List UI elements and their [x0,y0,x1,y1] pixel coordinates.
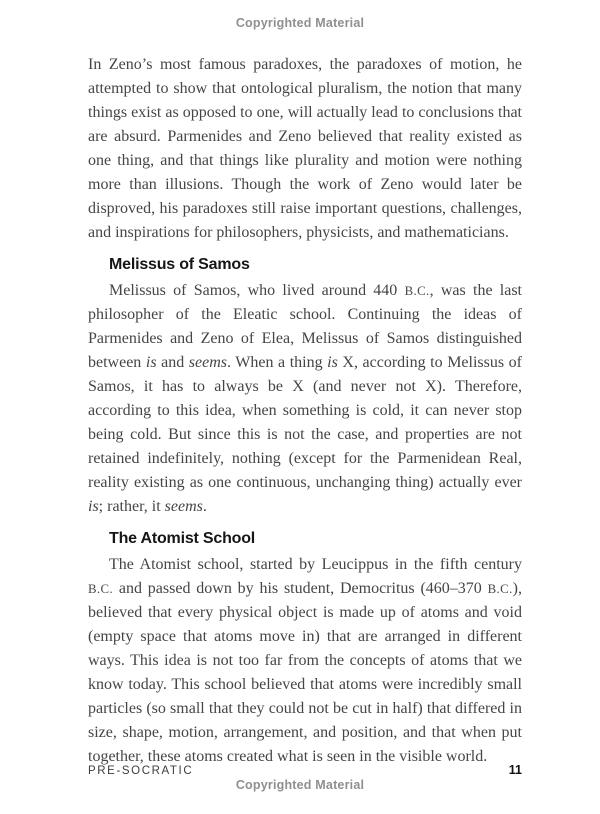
running-head: PRE-SOCRATIC [88,765,194,777]
copyright-watermark-top: Copyrighted Material [235,16,365,30]
page-number: 11 [508,763,522,777]
copyright-watermark-bottom: Copyrighted Material [235,778,365,792]
section-heading-atomist: The Atomist School [109,530,256,547]
body-paragraph-melissus: Melissus of Samos, who lived around 440 B.C., was the last philosopher of the Eleatic school. Continuing the ideas of Parmenides and Zeno of Elea, Melissus of Samos distinguished between is and seems. When a thing is X, according to Melissus of Samos, it has to always be X (and never not X). Therefore, according to this idea, when something is cold, it can never stop being cold. But since this is not the case, and properties are not retained indefinitely, nothing (except for the Parmenidean Real, reality existing as one continuous, unchanging thing) actually ever is; rather, it seems. [88,282,523,515]
body-paragraph-atomist: The Atomist school, started by Leucippus in the fifth century B.C. and passed down by his student, Democritus (460–370 B.C.), believed that every physical object is made up of atoms and void (empty space that atoms move in) that are arranged in different ways. This idea is not too far from the concepts of atoms that we know today. This school believed that atoms were incredibly small particles (so small that they could not be cut in half) that differed in size, shape, motion, arrangement, and position, and that when put together, these atoms created what is seen in the visible world. [88,556,522,765]
section-heading-melissus: Melissus of Samos [109,256,250,273]
page-content [88,53,522,769]
page-footer [88,763,522,777]
body-paragraph-zeno: In Zeno’s most famous paradoxes, the paradoxes of motion, he attempted to show that ontological pluralism, the notion that many things exist as opposed to one, will actually lead to conclusions that are absurd. Parmenides and Zeno believed that reality existed as one thing, and that things like plurality and motion were nothing more than illusions. Though the work of Zeno would later be disproved, his paradoxes still raise important questions, challenges, and inspirations for philosophers, physicists, and mathematicians. [88,56,522,241]
